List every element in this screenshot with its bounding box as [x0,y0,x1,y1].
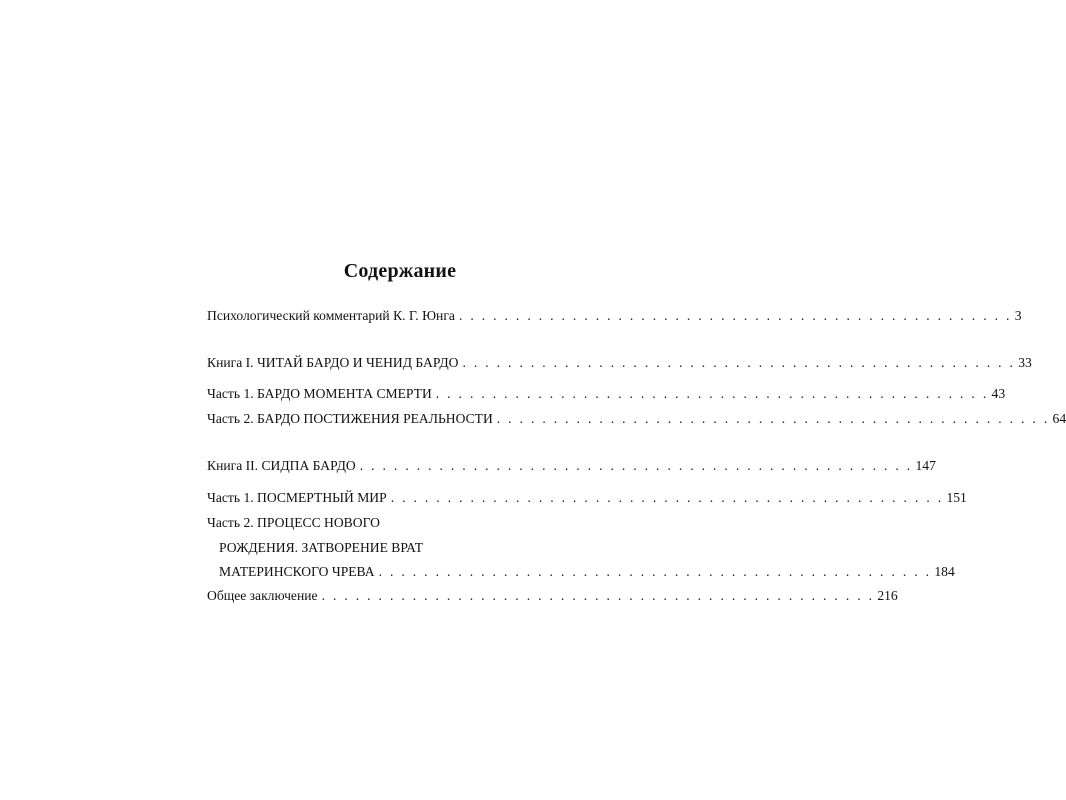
dot-leader: . . . . . . . . . . . . . . . . . . . . . . . . . . . . . . . . . . . . . . . . . . . . . . . . . [435,386,989,401]
toc-entry-label: Часть 2. ПРОЦЕСС НОВОГО [207,515,380,530]
toc-entry-page: 147 [915,458,936,473]
page-title: Содержание [343,260,457,282]
toc-entry [207,410,1066,428]
toc-entry-page: 3 [1014,308,1022,323]
toc-entry-label: МАТЕРИНСКОГО ЧРЕВА [219,564,375,579]
dot-leader: . . . . . . . . . . . . . . . . . . . . . . . . . . . . . . . . . . . . . . . . . . . . . . . . . [390,490,944,505]
dot-leader: . . . . . . . . . . . . . . . . . . . . . . . . . . . . . . . . . . . . . . . . . . . . . . . . . [458,308,1012,323]
toc-entry-page: 184 [934,564,955,579]
toc-entry [207,354,1032,372]
toc-entry-page: 33 [1018,355,1032,370]
dot-leader: . . . . . . . . . . . . . . . . . . . . . . . . . . . . . . . . . . . . . . . . . . . . . . . . . [359,458,913,473]
toc-entry-label: Часть 2. БАРДО ПОСТИЖЕНИЯ РЕАЛЬНОСТИ [207,411,493,426]
toc-entry [207,385,1006,403]
toc-entry-label: Часть 1. ПОСМЕРТНЫЙ МИР [207,490,387,505]
dot-leader: . . . . . . . . . . . . . . . . . . . . . . . . . . . . . . . . . . . . . . . . . . . . . . . . . [378,564,932,579]
toc-entry-page: 43 [991,386,1006,401]
dot-leader: . . . . . . . . . . . . . . . . . . . . . . . . . . . . . . . . . . . . . . . . . . . . . . . . . [496,411,1050,426]
toc-entry-page: 216 [877,588,898,603]
toc-entry-label: Часть 1. БАРДО МОМЕНТА СМЕРТИ [207,386,432,401]
toc-entry [207,489,967,507]
toc-entry [219,539,559,557]
toc-entry-label: Общее заключение [207,588,318,603]
toc-entry-label: Психологический комментарий К. Г. Юнга [207,308,455,323]
toc-entry [219,563,955,581]
dot-leader: . . . . . . . . . . . . . . . . . . . . . . . . . . . . . . . . . . . . . . . . . . . . . . . . . [462,355,1016,370]
toc-entry-label: РОЖДЕНИЯ. ЗАТВОРЕНИЕ ВРАТ [219,540,424,555]
toc-entry-label: Книга II. СИДПА БАРДО [207,458,356,473]
toc-entry-label: Книга I. ЧИТАЙ БАРДО И ЧЕНИД БАРДО [207,355,459,370]
toc-entry-page: 64 [1052,411,1066,426]
dot-leader: . . . . . . . . . . . . . . . . . . . . . . . . . . . . . . . . . . . . . . . . . . . . . . . . . [321,588,875,603]
toc-entry [207,587,898,605]
toc-entry [207,514,559,532]
toc-entry [207,307,1022,325]
toc-entry [207,457,936,475]
toc-entry-page: 151 [946,490,967,505]
